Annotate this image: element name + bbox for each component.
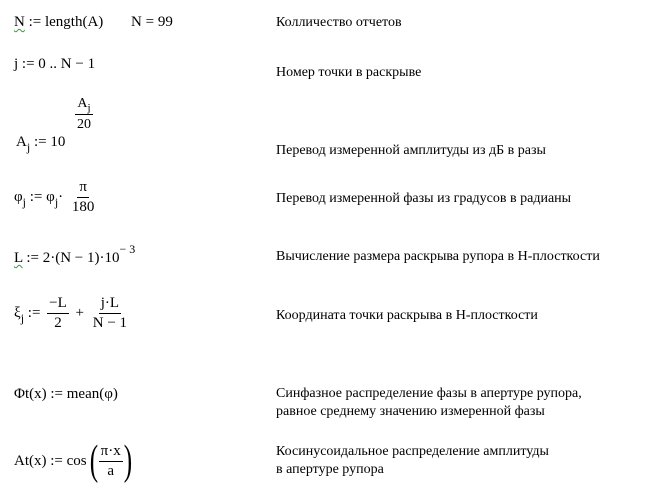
var-a: A (16, 134, 27, 150)
comment-phase-distribution[interactable] (276, 385, 582, 421)
eq-aperture-size[interactable] (14, 242, 136, 267)
eq-j-range[interactable] (14, 56, 95, 73)
eq-xi-coordinate[interactable] (14, 296, 132, 331)
left-paren: ( (89, 438, 98, 484)
den-180: 180 (71, 199, 95, 215)
xi-assign: := (27, 305, 41, 321)
right-paren: ) (123, 438, 132, 484)
fraction-minus-l-over-2 (47, 296, 69, 331)
l-expr: := 2·(N − 1)·10 (26, 250, 120, 266)
j-range-expr: j := 0 .. N − 1 (14, 56, 96, 72)
at-expr: At(x) := cos (14, 452, 87, 469)
comment-amplitude-distribution[interactable] (276, 443, 549, 479)
eq-phase-convert[interactable] (14, 180, 99, 215)
comment-phase-line1: Синфазное распределение фазы в апертуре рупора, (276, 386, 582, 401)
comment-phase-line2: равное среднему значению измеренной фазы (276, 404, 545, 419)
pix-num: π·x (99, 444, 123, 462)
f2-den: N − 1 (92, 315, 128, 331)
n-result: N = 99 (131, 14, 173, 30)
pi-over-180 (70, 180, 97, 215)
exp-numerator: A (77, 96, 88, 111)
comment-deg-to-rad[interactable]: Перевод измеренной фазы из градусов в радианы (276, 191, 572, 206)
subscript-j: j (22, 195, 27, 209)
comment-count[interactable]: Колличество отчетов (276, 15, 402, 30)
comment-amp-line1: Косинусоидальное распределение амплитуды (276, 444, 549, 459)
phi-assign: := φ (29, 189, 55, 205)
exp-num-sub: j (87, 102, 91, 114)
var-l: L (14, 250, 23, 266)
f2-num: j·L (99, 296, 121, 314)
a-den: a (107, 462, 114, 479)
exp-denominator: 20 (77, 117, 91, 132)
comment-point-number[interactable]: Номер точки в раскрыве (276, 65, 422, 80)
eq-amplitude-distribution[interactable] (14, 440, 135, 482)
comment-xi-coordinate[interactable]: Координата точки раскрыва в Н-плосткости (276, 308, 538, 323)
l-exponent: − 3 (119, 242, 136, 256)
subscript-j: j (20, 311, 25, 325)
f1-num: −L (47, 296, 69, 314)
comment-amp-line2: в апертуре рупора (276, 462, 384, 477)
subscript-j: j (26, 140, 31, 154)
plus-sign: + (75, 305, 85, 321)
eq-n-length[interactable] (14, 14, 173, 31)
var-phi: φ (14, 189, 23, 205)
var-xi: ξ (14, 305, 21, 321)
exponent-fraction (75, 96, 93, 132)
subscript-j: j (54, 195, 59, 209)
fraction-jl-over-n-1 (91, 296, 129, 331)
comment-aperture-size[interactable]: Вычисление размера раскрыва рупора в Н-плосткости (276, 249, 600, 264)
phi-t-expr: Φt(x) := mean(φ) (14, 386, 118, 402)
pi-x-over-a (99, 444, 123, 479)
pi-num: π (77, 180, 89, 198)
length-expr: := length(A) (28, 14, 104, 30)
var-n: N (14, 14, 25, 30)
ten-base: := 10 (33, 134, 66, 150)
f1-den: 2 (54, 315, 62, 331)
mult-dot: · (58, 189, 64, 205)
eq-phase-distribution[interactable] (14, 386, 118, 403)
comment-db-to-times[interactable]: Перевод измеренной амплитуды из дБ в разы (276, 143, 546, 158)
